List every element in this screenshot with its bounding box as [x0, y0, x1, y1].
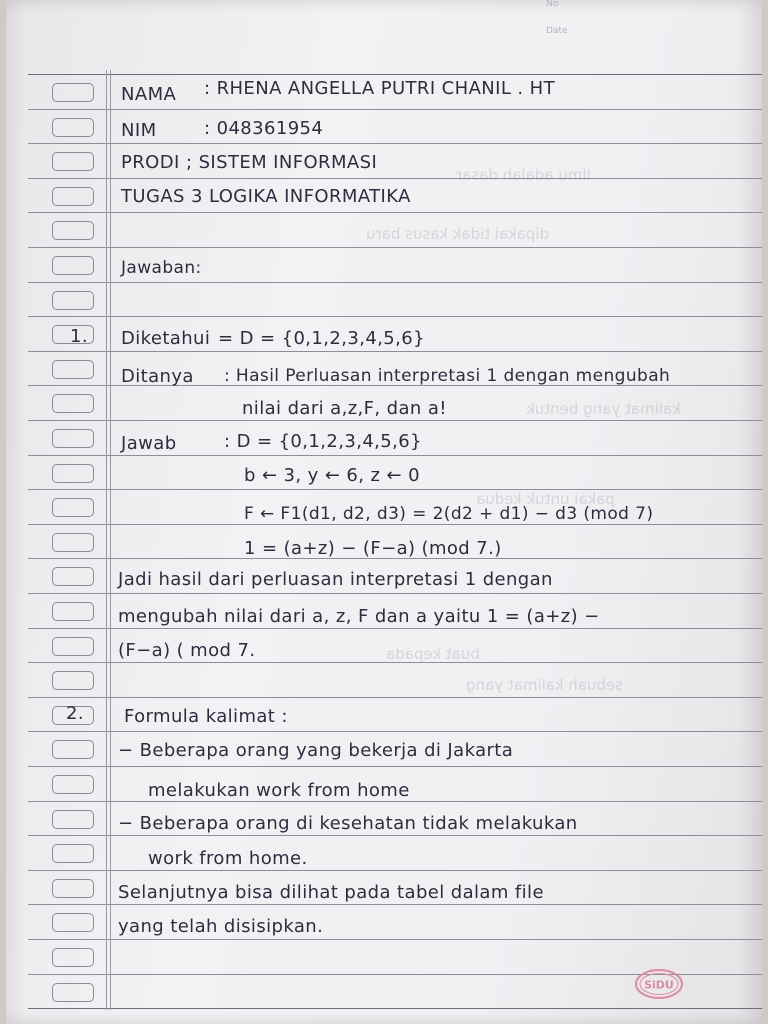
- ruled-line: [28, 455, 762, 456]
- ruled-line: [28, 212, 762, 213]
- ruled-line: [28, 904, 762, 905]
- margin-checkbox: [52, 948, 94, 967]
- ruled-line: [28, 628, 762, 629]
- ruled-line: [28, 801, 762, 802]
- nim-value: : 048361954: [204, 118, 324, 139]
- prodi-label: PRODI: [121, 152, 180, 173]
- notebook-page: No Date Ilmu adalah dasar dipakai tidak kasus baru kalimat yang bentuk pakai untuk kedua buat kepada sebuah kalimat yang NAMA : RHENA ANGELLA PUTRI CHANIL . HT NIM : 048361954 PRODI ; SISTEM INFORMASI TUGAS 3 LOGIKA INFORMATIKA Jawaban: 1. Diketahui = D = {0,1,2,3,4,5,6} Ditanya : Hasil Perluasan interpretasi 1 dengan mengubah nilai dari a,z,F, dan a! Jawab : D = {0,1,2,3,4,5,6} b ← 3, y ← 6, z ← 0 F ← F1(d1, d2, d3) = 2(d2 + d1) − d3 (mod 7) 1 = (a+z) − (F−a) (mod 7.) Jadi hasil dari perluasan interpretasi 1 dengan mengubah nilai dari a, z, F dan a yaitu 1 = (a+z) − (F−a) ( mod 7. 2. Formula kalimat : − Beberapa orang yang bekerja di Jakarta melakukan work from home − Beberapa orang di kesehatan tidak melakukan work from home. Selanjutnya bisa dilihat pada tabel dalam file yang telah disisipkan. SiDU: [6, 0, 762, 1024]
- margin-checkbox: [52, 221, 94, 240]
- ruled-line: [28, 351, 762, 352]
- stamp-text: SiDU: [644, 978, 674, 992]
- margin-checkbox: [52, 187, 94, 206]
- q2-number: 2.: [66, 703, 84, 724]
- ruled-line: [28, 1008, 762, 1009]
- date-label: Date: [546, 26, 568, 36]
- margin-checkbox: [52, 83, 94, 102]
- ditanya-line-1: : Hasil Perluasan interpretasi 1 dengan mengubah: [224, 366, 671, 386]
- ruled-line: [28, 143, 762, 144]
- brand-stamp-logo: [634, 968, 684, 1000]
- ruled-line: [28, 939, 762, 940]
- margin-checkbox: [52, 913, 94, 932]
- closing-line-2: yang telah disisipkan.: [118, 916, 324, 937]
- margin-checkbox: [52, 464, 94, 483]
- ruled-line: [28, 420, 762, 421]
- ruled-line: [28, 697, 762, 698]
- jawab-label: Jawab: [121, 433, 177, 454]
- q2-item-1-line-1: − Beberapa orang yang bekerja di Jakarta: [118, 740, 514, 761]
- q2-item-2-line-2: work from home.: [148, 848, 308, 869]
- margin-checkbox: [52, 152, 94, 171]
- ruled-line: [28, 524, 762, 525]
- ruled-line: [28, 247, 762, 248]
- margin-checkbox: [52, 879, 94, 898]
- jawab-line-1: : D = {0,1,2,3,4,5,6}: [224, 431, 422, 452]
- ruled-line: [28, 835, 762, 836]
- margin-checkbox: [52, 567, 94, 586]
- margin-checkbox: [52, 360, 94, 379]
- diketahui-value: = D = {0,1,2,3,4,5,6}: [218, 328, 425, 349]
- ditanya-label: Ditanya: [121, 366, 194, 387]
- conclusion-line-1: Jadi hasil dari perluasan interpretasi 1 dengan: [118, 569, 553, 590]
- ruled-line: [28, 731, 762, 732]
- margin-checkbox: [52, 394, 94, 413]
- nim-label: NIM: [121, 120, 157, 141]
- q2-item-2-line-1: − Beberapa orang di kesehatan tidak melakukan: [118, 813, 578, 834]
- jawab-line-3: F ← F1(d1, d2, d3) = 2(d2 + d1) − d3 (mod 7): [244, 504, 654, 524]
- ruled-line: [28, 316, 762, 317]
- prodi-value: ; SISTEM INFORMASI: [186, 152, 378, 173]
- nama-value: : RHENA ANGELLA PUTRI CHANIL . HT: [204, 78, 555, 99]
- margin-checkbox: [52, 983, 94, 1002]
- closing-line-1: Selanjutnya bisa dilihat pada tabel dalam file: [118, 882, 544, 903]
- ruled-line: [28, 282, 762, 283]
- no-label: No: [546, 0, 559, 9]
- margin-line-left: [106, 70, 107, 1010]
- ruled-line: [28, 74, 762, 75]
- jawaban-label: Jawaban:: [121, 258, 202, 278]
- ditanya-line-2: nilai dari a,z,F, dan a!: [242, 398, 447, 419]
- margin-checkbox: [52, 256, 94, 275]
- margin-checkbox: [52, 810, 94, 829]
- margin-checkbox: [52, 291, 94, 310]
- margin-checkbox: [52, 637, 94, 656]
- q1-number: 1.: [70, 326, 88, 347]
- ruled-line: [28, 109, 762, 110]
- margin-checkbox: [52, 533, 94, 552]
- assignment-title: TUGAS 3 LOGIKA INFORMATIKA: [121, 186, 411, 207]
- margin-checkbox: [52, 602, 94, 621]
- q2-title: Formula kalimat :: [124, 706, 288, 727]
- margin-checkbox: [52, 844, 94, 863]
- ruled-line: [28, 870, 762, 871]
- conclusion-line-3: (F−a) ( mod 7.: [118, 640, 256, 661]
- margin-checkbox: [52, 740, 94, 759]
- ruled-line: [28, 593, 762, 594]
- nama-label: NAMA: [121, 84, 177, 105]
- ruled-line: [28, 489, 762, 490]
- jawab-line-2: b ← 3, y ← 6, z ← 0: [244, 465, 420, 486]
- ruled-line: [28, 178, 762, 179]
- jawab-line-4: 1 = (a+z) − (F−a) (mod 7.): [244, 538, 502, 559]
- margin-checkbox: [52, 775, 94, 794]
- margin-line-right: [110, 70, 111, 1010]
- margin-checkbox: [52, 429, 94, 448]
- margin-checkbox: [52, 118, 94, 137]
- margin-checkbox: [52, 498, 94, 517]
- diketahui-label: Diketahui: [121, 328, 211, 349]
- q2-item-1-line-2: melakukan work from home: [148, 780, 410, 801]
- margin-checkbox: [52, 671, 94, 690]
- conclusion-line-2: mengubah nilai dari a, z, F dan a yaitu 1 = (a+z) −: [118, 606, 600, 627]
- ruled-line: [28, 766, 762, 767]
